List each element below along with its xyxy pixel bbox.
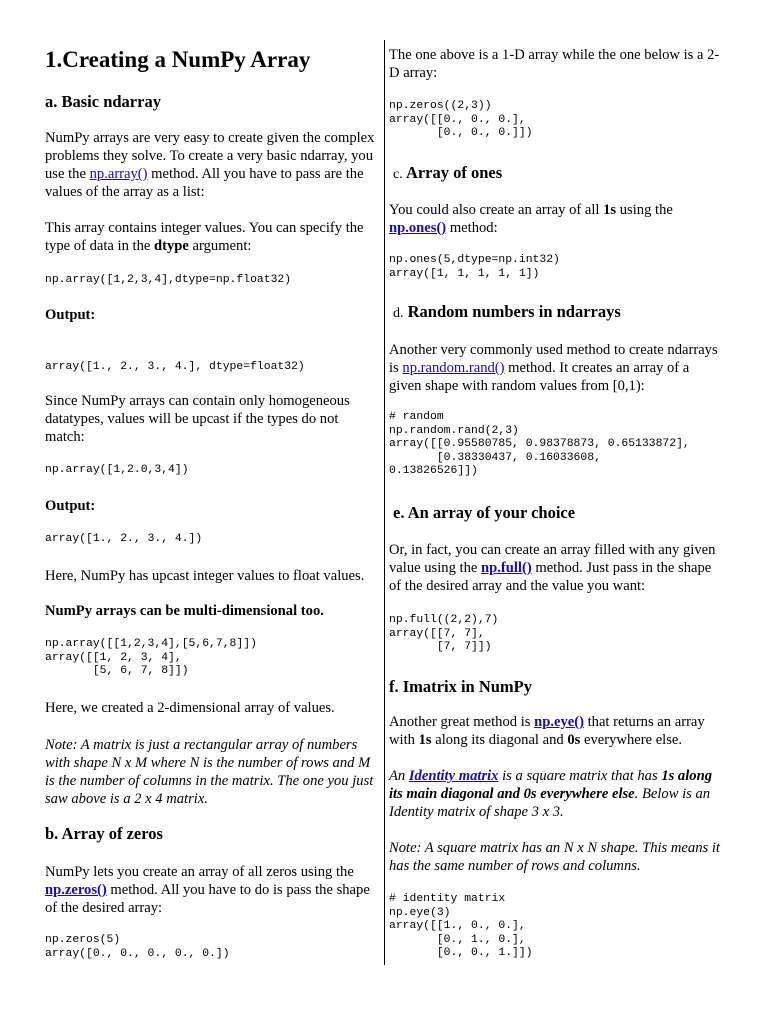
output-label-1: Output: [45, 307, 96, 323]
code-block-1: np.array([1,2,3,4],dtype=np.float32) [45, 274, 292, 286]
ones-letter: c. [393, 167, 403, 182]
full-text [389, 541, 723, 595]
zeros-post: method. All you have to do is pass the shape of the desired array: [45, 882, 370, 916]
intro-text: NumPy arrays are very easy to create given the complex problems they solve. To create a very basic ndarray, you use the [45, 130, 375, 182]
def-mid: is a square matrix that has [498, 768, 662, 784]
dtype-text [45, 219, 375, 255]
code-block-3: np.array([[1,2,3,4],[5,6,7,8]]) array([[1, 2, 3, 4], [5, 6, 7, 8]]) [45, 638, 257, 677]
np-ones-link[interactable]: np.ones() [389, 220, 447, 236]
identity-matrix-link[interactable]: Identity matrix [408, 768, 499, 784]
random-text [389, 341, 719, 395]
full-post: method. Just pass in the shape of the desired array and the value you want: [389, 560, 712, 594]
dtype-post: argument: [188, 238, 252, 254]
def-bold: 1s along its main diagonal and 0s everywhere else [389, 768, 712, 802]
code-block-ones: np.ones(5,dtype=np.int32) array([1, 1, 1, 1, 1]) [389, 254, 560, 280]
zeros-letter: b. [45, 824, 59, 843]
zeros-title: Array of zeros [58, 824, 163, 843]
section-heading-full: e. An array of your choice [393, 503, 576, 522]
zeros-pre: NumPy lets you create an array of all zeros using the [45, 864, 354, 880]
page-title: 1.Creating a NumPy Array [45, 47, 311, 72]
section-heading-zeros [45, 824, 163, 844]
eye-bold-1s: 1s [418, 732, 432, 748]
code-block-2: np.array([1,2.0,3,4]) [45, 464, 189, 476]
ones-text [389, 201, 719, 237]
basic-intro [45, 129, 375, 201]
random-pre: Another very commonly used method to create ndarrays is [389, 342, 718, 376]
eye-pre: Another great method is [389, 714, 535, 730]
np-zeros-link[interactable]: np.zeros() [45, 882, 107, 898]
ones-mid: using the [616, 202, 673, 218]
code-block-random: # random np.random.rand(2,3) array([[0.95580785, 0.98378873, 0.65133872], [0.38330437, 0.16033608, 0.13826526]]) [389, 411, 690, 477]
random-post: method. It creates an array of a given shape with random values from [0,1): [389, 360, 690, 394]
ones-post: method: [446, 220, 498, 236]
created-text: Here, we created a 2-dimensional array of values. [45, 700, 335, 716]
column-divider [384, 40, 385, 965]
section-heading-random [393, 302, 621, 324]
full-pre: Or, in fact, you can create an array filled with any given value using the [389, 542, 716, 576]
ones-bold: 1s [603, 202, 617, 218]
zeros-continued-text: The one above is a 1-D array while the one below is a 2-D array: [389, 47, 720, 81]
code-block-full: np.full((2,2),7) array([[7, 7], [7, 7]]) [389, 614, 499, 653]
upcast-text: Since NumPy arrays can contain only homogeneous datatypes, values will be upcast if the types do not match: [45, 393, 350, 445]
intro-text-end: method. All you have to pass are the values of the array as a list: [45, 166, 364, 200]
matrix-note: Note: A matrix is just a rectangular array of numbers with shape N x M where N is the number of rows and M is the number of columns in the matrix. The one you just saw above is a 2 x 4 matrix. [45, 737, 374, 807]
ones-title: Array of ones [405, 163, 503, 182]
random-title: Random numbers in ndarrays [407, 302, 621, 321]
np-eye-link[interactable]: np.eye() [534, 714, 584, 730]
np-full-link[interactable]: np.full() [481, 560, 532, 576]
code-block-zeros-2d: np.zeros((2,3)) array([[0., 0., 0.], [0., 0., 0.]]) [389, 100, 533, 139]
eye-bold-0s: 0s [567, 732, 581, 748]
code-block-zeros: np.zeros(5) array([0., 0., 0., 0., 0.]) [45, 934, 230, 960]
output-label-2: Output: [45, 498, 96, 514]
zeros-text [45, 863, 375, 917]
eye-post: everywhere else. [580, 732, 683, 748]
multi-dim-heading: NumPy arrays can be multi-dimensional too. [45, 603, 324, 619]
code-block-eye: # identity matrix np.eye(3) array([[1., 0., 0.], [0., 1., 0.], [0., 0., 1.]]) [389, 893, 533, 959]
upcast-note: Here, NumPy has upcast integer values to float values. [45, 568, 365, 584]
dtype-bold: dtype [154, 238, 189, 254]
np-array-link[interactable]: np.array() [89, 166, 148, 182]
eye-mid2: along its diagonal and [431, 732, 568, 748]
eye-text [389, 713, 723, 749]
eye-mid: that returns an array with [389, 714, 705, 748]
section-heading-basic: a. Basic ndarray [45, 92, 161, 111]
ones-pre: You could also create an array of all [389, 202, 604, 218]
def-post: . Below is an Identity matrix of shape 3 x 3. [389, 786, 711, 820]
square-matrix-note: Note: A square matrix has an N x N shape. This means it has the same number of rows and columns. [389, 840, 720, 874]
output-block-2: array([1., 2., 3., 4.]) [45, 533, 203, 545]
identity-definition [389, 767, 725, 821]
section-heading-ones [393, 163, 502, 185]
output-block-1: array([1., 2., 3., 4.], dtype=float32) [45, 361, 305, 373]
random-letter: d. [393, 306, 404, 321]
np-random-rand-link[interactable]: np.random.rand() [402, 360, 505, 376]
def-pre: An [389, 768, 409, 784]
section-heading-eye: f. Imatrix in NumPy [389, 677, 532, 696]
dtype-pre: This array contains integer values. You can specify the type of data in the [45, 220, 364, 254]
